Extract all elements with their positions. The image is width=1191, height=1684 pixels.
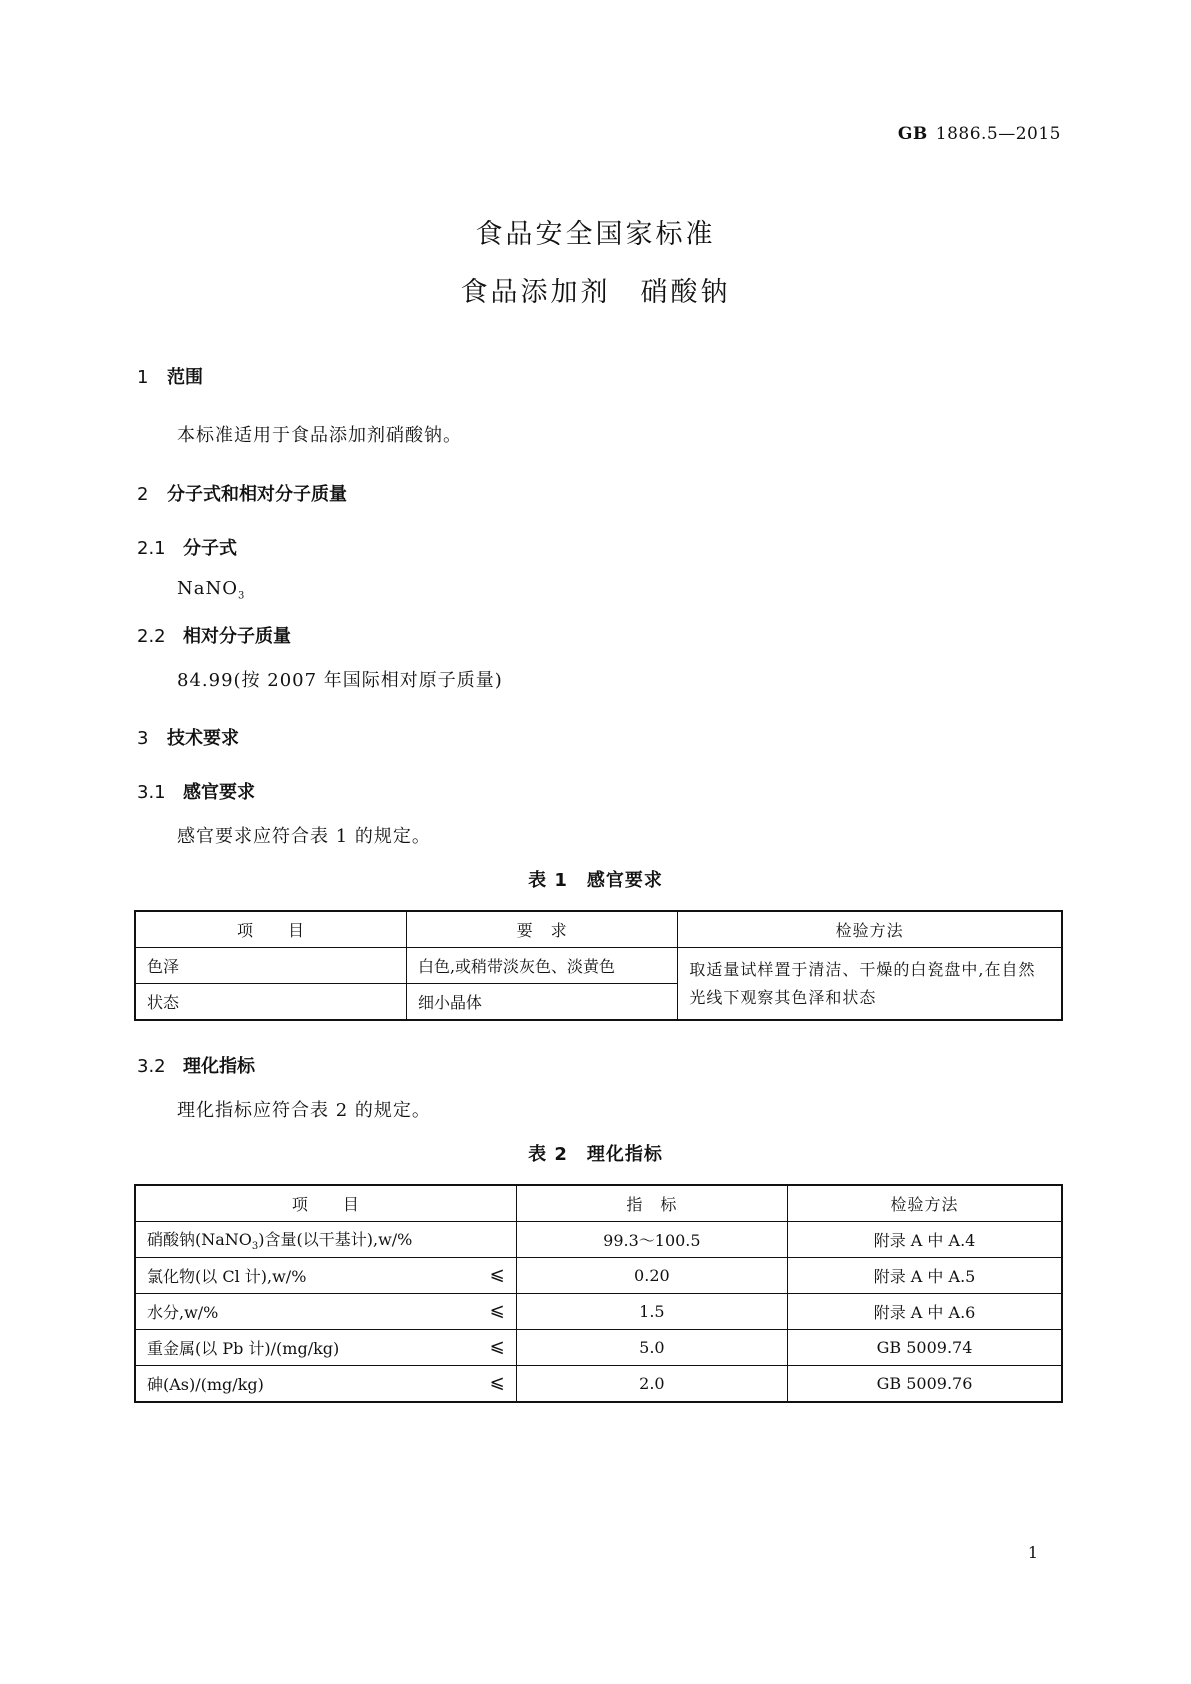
section-3-2-text: 理化指标应符合表 2 的规定。 xyxy=(177,1100,431,1121)
cell-method: GB 5009.76 xyxy=(788,1366,1062,1403)
section-2-2-heading xyxy=(137,622,291,648)
standard-code: 1886.5—2015 xyxy=(935,124,1061,144)
less-or-equal-sign: ⩽ xyxy=(489,1372,505,1393)
item-text: 氯化物(以 Cl 计),w/% xyxy=(147,1267,307,1286)
item-text: 砷(As)/(mg/kg) xyxy=(147,1375,264,1394)
table-2 xyxy=(134,1184,1063,1403)
section-title: 理化指标 xyxy=(183,1056,255,1077)
section-number: 2.2 xyxy=(137,626,166,647)
section-title: 分子式 xyxy=(183,538,237,559)
table-header-row xyxy=(135,911,1062,948)
item-text: 水分,w/% xyxy=(147,1303,219,1322)
header-value: 指 标 xyxy=(516,1185,787,1222)
standard-number xyxy=(898,124,1061,144)
section-2-1-heading xyxy=(137,534,237,560)
section-number: 2.1 xyxy=(137,538,166,559)
standard-prefix: GB xyxy=(897,124,928,144)
section-1-heading xyxy=(137,363,203,389)
cell-item xyxy=(135,1258,516,1294)
table-row xyxy=(135,1258,1062,1294)
page-number: 1 xyxy=(1027,1543,1038,1562)
cell-method: 取适量试样置于清洁、干燥的白瓷盘中,在自然光线下观察其色泽和状态 xyxy=(678,948,1062,1021)
table-row xyxy=(135,1366,1062,1403)
section-number: 3.2 xyxy=(137,1056,166,1077)
cell-item xyxy=(135,1366,516,1403)
cell-item xyxy=(135,1222,516,1258)
cell-method: GB 5009.74 xyxy=(788,1330,1062,1366)
section-3-heading xyxy=(137,724,239,750)
formula-main: NaNO xyxy=(177,578,238,599)
cell-value: 2.0 xyxy=(516,1366,787,1403)
cell-item: 状态 xyxy=(135,984,406,1021)
cell-requirement: 白色,或稍带淡灰色、淡黄色 xyxy=(406,948,677,984)
table-2-caption: 表 2 理化指标 xyxy=(528,1144,663,1165)
cell-item xyxy=(135,1294,516,1330)
cell-requirement: 细小晶体 xyxy=(406,984,677,1021)
header-method: 检验方法 xyxy=(678,911,1062,948)
section-title: 分子式和相对分子质量 xyxy=(167,484,347,505)
cell-item: 色泽 xyxy=(135,948,406,984)
section-1-text: 本标准适用于食品添加剂硝酸钠。 xyxy=(177,425,462,446)
item-text: 重金属(以 Pb 计)/(mg/kg) xyxy=(147,1339,340,1358)
less-or-equal-sign: ⩽ xyxy=(489,1300,505,1321)
less-or-equal-sign: ⩽ xyxy=(489,1264,505,1285)
cell-value: 99.3～100.5 xyxy=(516,1222,787,1258)
table-1 xyxy=(134,910,1063,1021)
section-number: 3 xyxy=(137,728,149,749)
table-row xyxy=(135,1294,1062,1330)
section-3-2-heading xyxy=(137,1052,255,1078)
cell-value: 1.5 xyxy=(516,1294,787,1330)
molecular-formula xyxy=(177,578,245,602)
table-row xyxy=(135,1222,1062,1258)
header-requirement: 要 求 xyxy=(406,911,677,948)
header-item: 项 目 xyxy=(135,911,406,948)
item-subscript: 3 xyxy=(251,1241,259,1253)
section-number: 2 xyxy=(137,484,149,505)
table-header-row xyxy=(135,1185,1062,1222)
section-number: 3.1 xyxy=(137,782,166,803)
section-title: 技术要求 xyxy=(167,728,239,749)
cell-value: 0.20 xyxy=(516,1258,787,1294)
sub-title: 食品添加剂 硝酸钠 xyxy=(460,277,731,308)
table-row xyxy=(135,948,1062,984)
cell-method: 附录 A 中 A.4 xyxy=(788,1222,1062,1258)
cell-method: 附录 A 中 A.5 xyxy=(788,1258,1062,1294)
item-text: )含量(以干基计),w/% xyxy=(258,1229,413,1249)
section-2-heading xyxy=(137,480,347,506)
cell-item xyxy=(135,1330,516,1366)
table-1-caption: 表 1 感官要求 xyxy=(528,870,663,891)
section-3-1-text: 感官要求应符合表 1 的规定。 xyxy=(177,826,431,847)
section-title: 范围 xyxy=(167,367,203,388)
section-title: 感官要求 xyxy=(183,782,255,803)
less-or-equal-sign: ⩽ xyxy=(489,1336,505,1357)
main-title: 食品安全国家标准 xyxy=(475,219,716,250)
cell-method: 附录 A 中 A.6 xyxy=(788,1294,1062,1330)
section-3-1-heading xyxy=(137,778,255,804)
section-title: 相对分子质量 xyxy=(183,626,291,647)
formula-subscript: 3 xyxy=(238,590,246,602)
section-number: 1 xyxy=(137,367,149,388)
molecular-mass-text: 84.99(按 2007 年国际相对原子质量) xyxy=(177,670,503,691)
header-item: 项 目 xyxy=(135,1185,516,1222)
header-method: 检验方法 xyxy=(788,1185,1062,1222)
table-row xyxy=(135,1330,1062,1366)
cell-value: 5.0 xyxy=(516,1330,787,1366)
item-text: 硝酸钠(NaNO xyxy=(147,1229,252,1249)
